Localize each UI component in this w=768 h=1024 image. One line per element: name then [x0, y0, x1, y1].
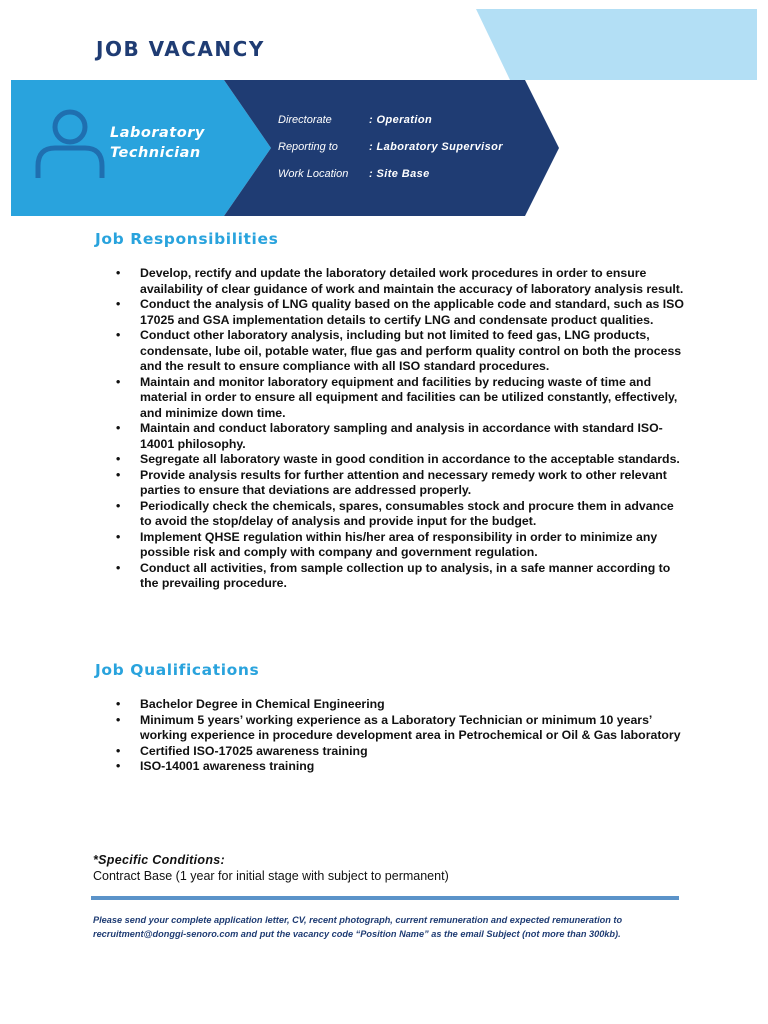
- list-item: • Periodically check the chemicals, spares, consumables stock and procure them in advance to avoid the stop/delay of analysis and provide input for the budget.: [116, 499, 684, 530]
- list-item: • Develop, rectify and update the laboratory detailed work procedures in order to ensure availability of clear guidance of work and maintain the accuracy of laboratory analysis result.: [116, 266, 684, 297]
- position-title-line2: Technician: [110, 145, 201, 161]
- specific-conditions-title: *Specific Conditions:: [93, 853, 226, 867]
- page-title: JOB VACANCY: [96, 37, 265, 61]
- list-item: • Minimum 5 years’ working experience as a Laboratory Technician or minimum 10 years’ working experience in procedure development area in Petrochemical or Oil & Gas laboratory: [116, 713, 684, 744]
- specific-conditions-text: Contract Base (1 year for initial stage with subject to permanent): [93, 869, 449, 883]
- list-item: • Provide analysis results for further attention and necessary remedy work to other relevant parties to ensure that deviations are addressed properly.: [116, 468, 684, 499]
- list-item: • Segregate all laboratory waste in good condition in accordance to the acceptable standards.: [116, 452, 684, 468]
- list-item: • ISO-14001 awareness training: [116, 759, 684, 775]
- responsibilities-heading: Job Responsibilities: [95, 230, 279, 248]
- list-item: • Implement QHSE regulation within his/her area of responsibility in order to minimize any possible risk and comply with company and government regulation.: [116, 530, 684, 561]
- reporting-to-value: : Laboratory Supervisor: [369, 141, 503, 153]
- work-location-value: : Site Base: [369, 168, 430, 180]
- list-item: • Maintain and monitor laboratory equipment and facilities by reducing waste of time and material in order to ensure all equipment and facilities can be utilized constantly, effectively, and minimize down time.: [116, 375, 684, 422]
- qualifications-list: [116, 697, 684, 775]
- list-item: • Bachelor Degree in Chemical Engineering: [116, 697, 684, 713]
- reporting-to-label: Reporting to: [278, 141, 338, 153]
- work-location-label: Work Location: [278, 168, 349, 180]
- divider: [91, 896, 679, 900]
- list-item: • Certified ISO-17025 awareness training: [116, 744, 684, 760]
- list-item: • Conduct other laboratory analysis, including but not limited to feed gas, LNG products, condensate, lube oil, potable water, flue gas and perform quality control on both the process and the result to ensure compliance with all ISO standard procedures.: [116, 328, 684, 375]
- directorate-label: Directorate: [278, 114, 332, 126]
- position-title: [110, 123, 230, 163]
- list-item: • Maintain and conduct laboratory sampling and analysis in accordance with standard ISO-14001 philosophy.: [116, 421, 684, 452]
- application-instructions: Please send your complete application letter, CV, recent photograph, current remuneration and expected remuneration to recruitment@donggi-senoro.com and put the vacancy code “Position Name” as the email Subject (not more than 300kb).: [93, 915, 623, 939]
- person-icon: [33, 108, 107, 180]
- light-blue-corner-shape: [476, 9, 757, 80]
- qualifications-heading: Job Qualifications: [95, 661, 260, 679]
- list-item: • Conduct the analysis of LNG quality based on the applicable code and standard, such as ISO 17025 and GSA implementation details to certify LNG and condensate product qualities.: [116, 297, 684, 328]
- list-item: • Conduct all activities, from sample collection up to analysis, in a safe manner according to the prevailing procedure.: [116, 561, 684, 592]
- responsibilities-list: [116, 266, 684, 592]
- directorate-value: : Operation: [369, 114, 433, 126]
- position-title-line1: Laboratory: [110, 125, 205, 141]
